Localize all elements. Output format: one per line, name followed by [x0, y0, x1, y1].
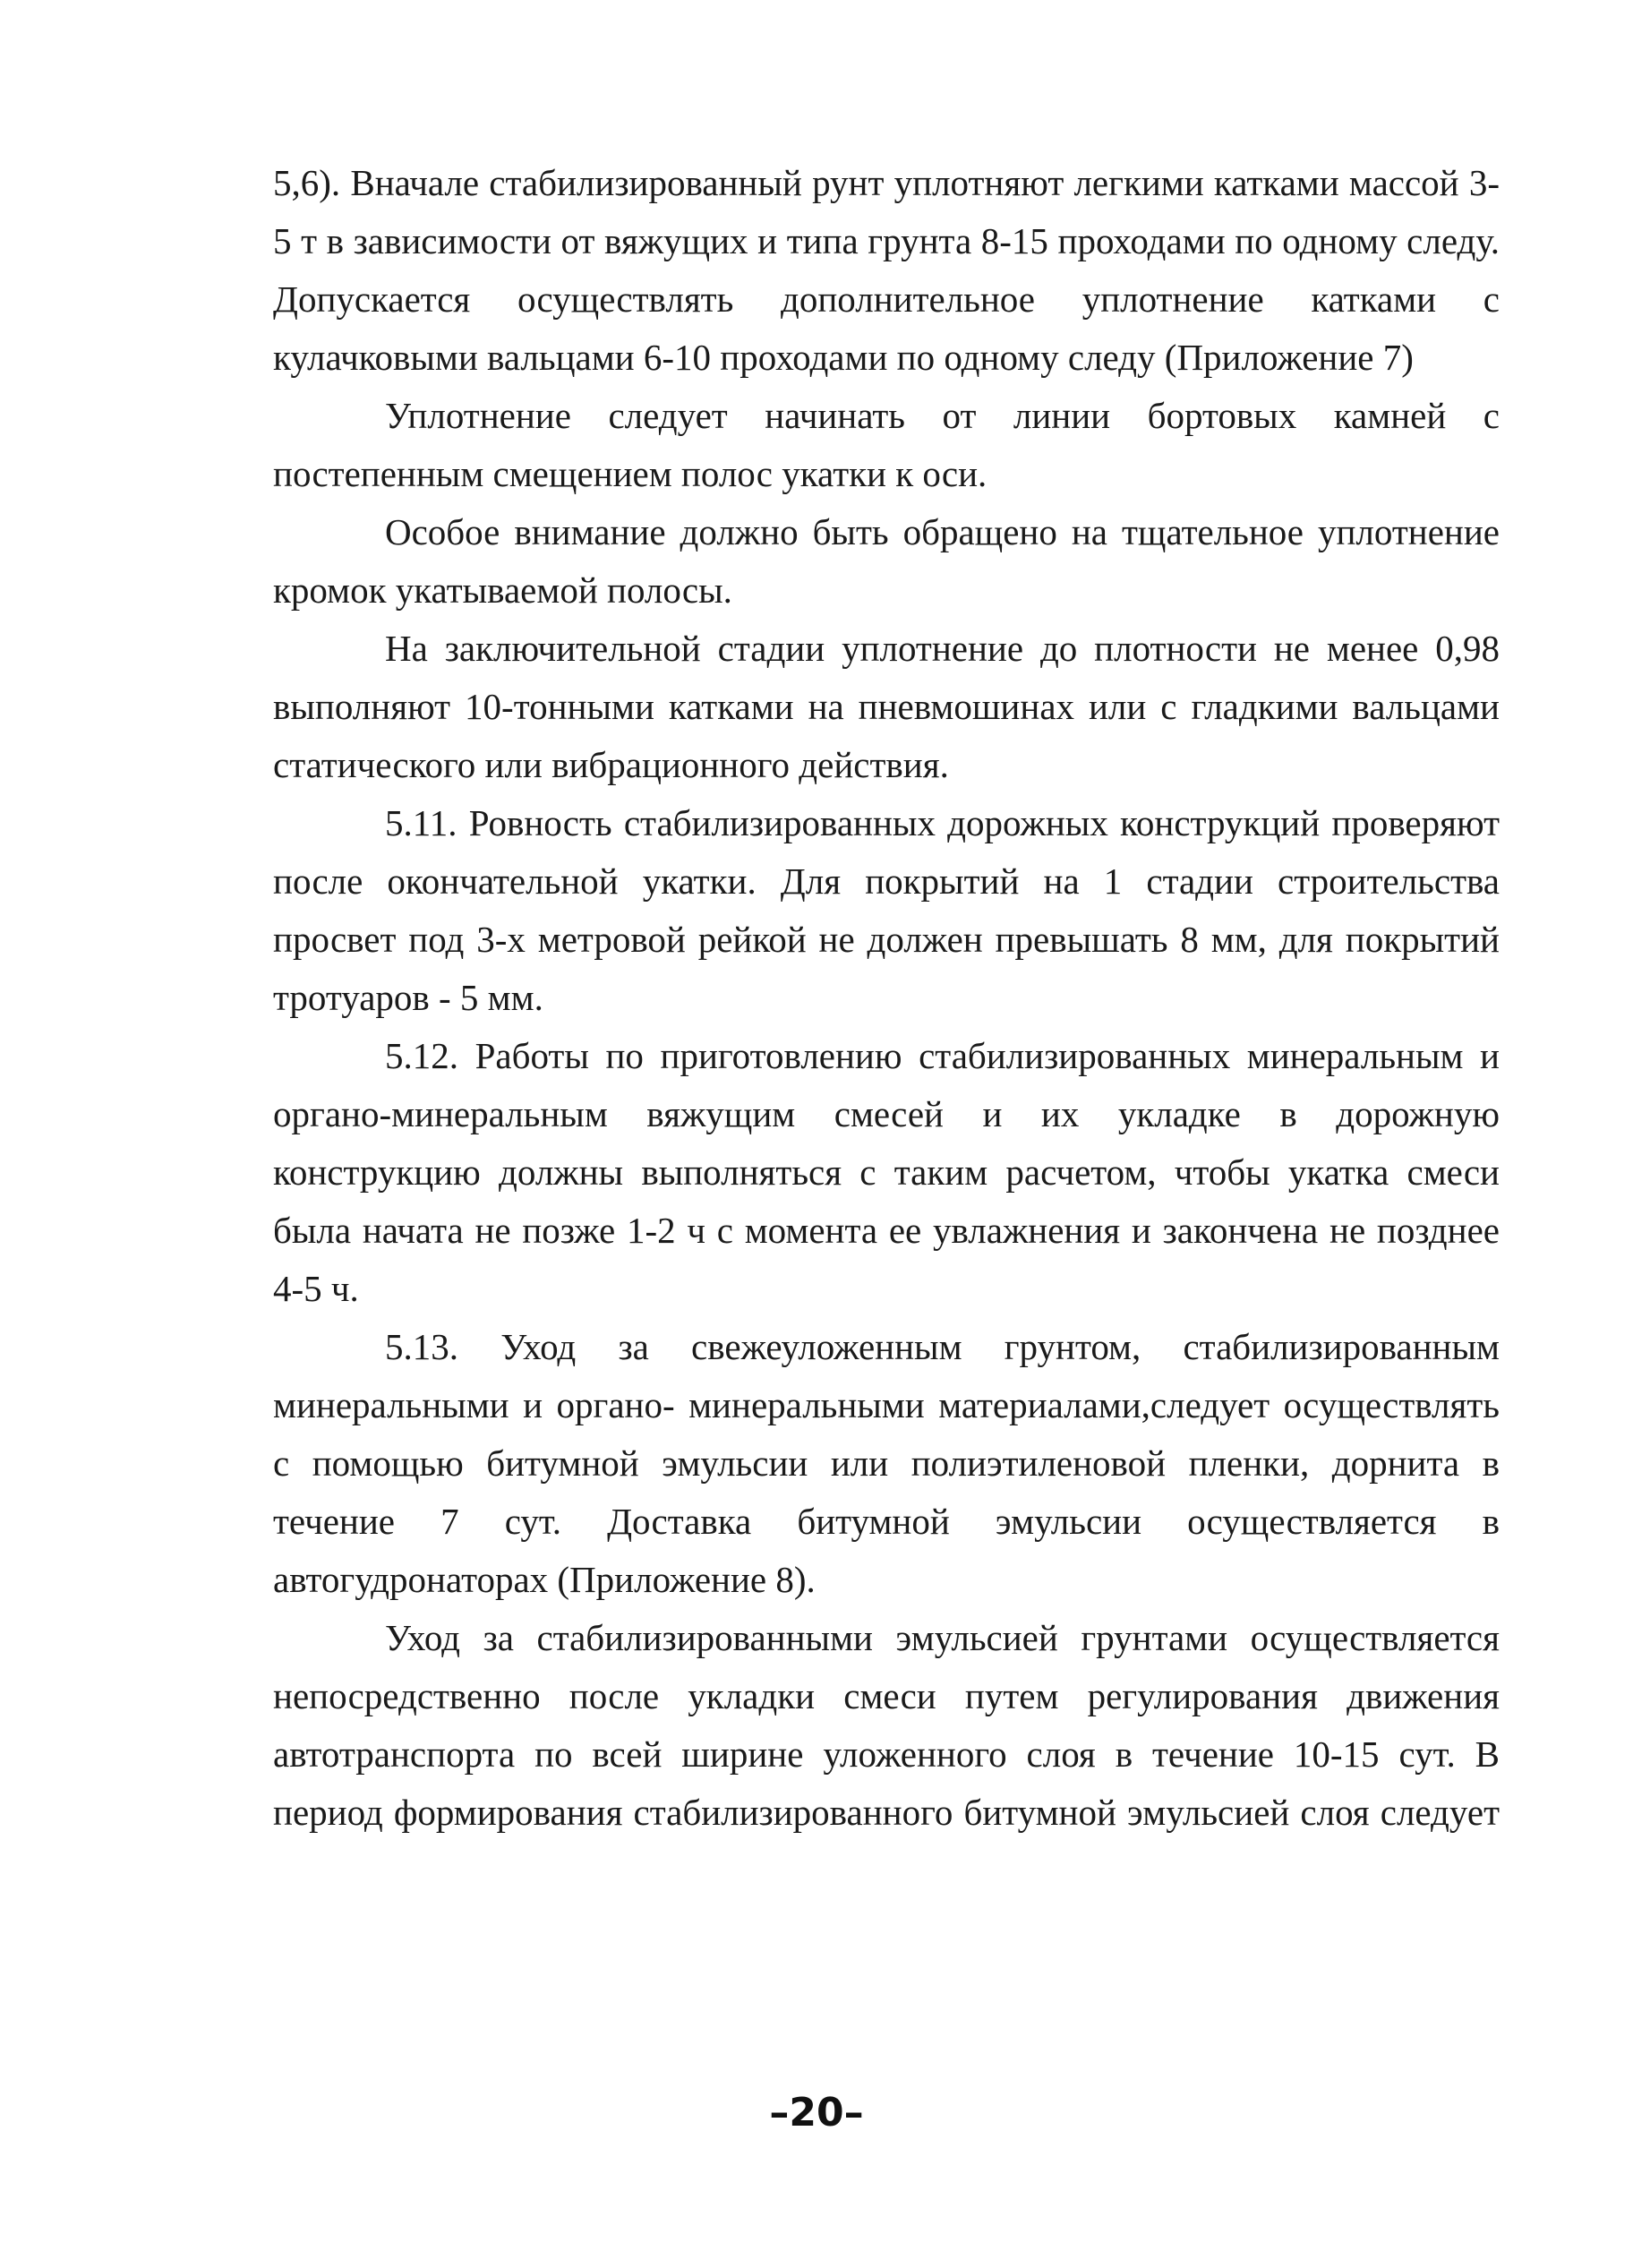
paragraph-final-stage: На заключительной стадии уплотнение до плотности не менее 0,98 выполняют 10-тонными катками на пневмошинах или с гладкими вальцами статического или вибрационного действия. [273, 628, 1500, 785]
paragraph-section-5-11: 5.11. Ровность стабилизированных дорожных конструкций проверяют после окончательной укатки. Для покрытий на 1 стадии строительства просвет под 3-х метровой рейкой не должен превышать 8 мм, для покрытий тротуаров - 5 мм. [273, 802, 1500, 1018]
paragraph-emulsion-care: Уход за стабилизированными эмульсией грунтами осуществляется непосредственно после укладки смеси путем регулирования движения автотранспорта по всей ширине уложенного слоя в течение 10-15 сут. В период формирования стабилизированного битумной эмульсией слоя следует [273, 1617, 1500, 1833]
paragraph-section-5-13: 5.13. Уход за свежеуложенным грунтом, стабилизированным минеральными и органо- минеральными материалами,следует осуществлять с помощью битумной эмульсии или полиэтиленовой пленки, дорнита в течение 7 сут. Доставка битумной эмульсии осуществляется в автогудронаторах (Приложение 8). [273, 1326, 1500, 1600]
page-number: –20– [769, 2090, 864, 2135]
paragraph-section-5-12: 5.12. Работы по приготовлению стабилизированных минеральным и органо-минеральным вяжущим смесей и их укладке в дорожную конструкцию должны выполняться с таким расчетом, чтобы укатка смеси была начата не позже 1-2 ч с момента ее увлажнения и закончена не позднее 4-5 ч. [273, 1035, 1500, 1309]
paragraph-compaction-start: Уплотнение следует начинать от линии бортовых камней с постепенным смещением полос укатки к оси. [273, 395, 1500, 494]
paragraph-continuation: 5,6). Вначале стабилизированный рунт уплотняют легкими катками массой 3-5 т в зависимости от вяжущих и типа грунта 8-15 проходами по одному следу. Допускается осуществлять дополнительное уплотнение катками с кулачковыми вальцами 6-10 проходами по одному следу (Приложение 7) [273, 162, 1500, 378]
body-text [273, 154, 1500, 1842]
paragraph-edges: Особое внимание должно быть обращено на тщательное уплотнение кромок укатываемой полосы. [273, 511, 1500, 611]
